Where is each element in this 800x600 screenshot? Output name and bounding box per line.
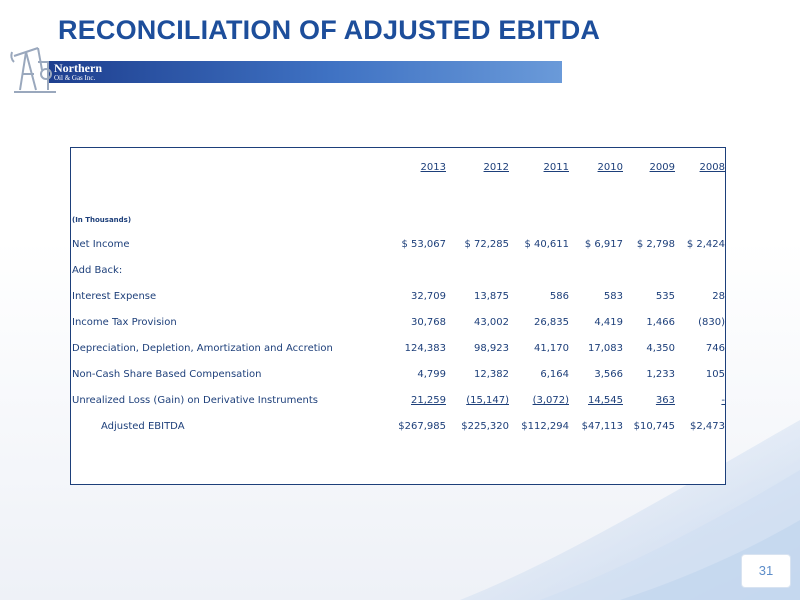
- row-value: 12,382: [474, 369, 509, 380]
- row-label: Income Tax Provision: [72, 317, 177, 328]
- row-label: Adjusted EBITDA: [101, 421, 185, 432]
- row-value: $ 72,285: [464, 239, 509, 250]
- row-value: (3,072): [532, 395, 569, 406]
- oil-pumpjack-icon: [8, 40, 60, 96]
- row-value: 98,923: [474, 343, 509, 354]
- row-value: $ 53,067: [401, 239, 446, 250]
- row-value: $2,473: [690, 421, 725, 432]
- units-label: (In Thousands): [72, 216, 132, 224]
- row-value: 363: [655, 395, 675, 406]
- row-value: 3,566: [594, 369, 623, 380]
- row-value: 6,164: [540, 369, 569, 380]
- row-value: (15,147): [466, 395, 509, 406]
- logo-line-2: Oil & Gas Inc.: [54, 74, 96, 82]
- row-value: 17,083: [588, 343, 623, 354]
- row-value: 4,350: [646, 343, 675, 354]
- year-header: 2013: [420, 162, 446, 173]
- row-value: 1,233: [646, 369, 675, 380]
- row-label: Add Back:: [72, 265, 123, 276]
- row-value: 746: [705, 343, 725, 354]
- row-value: $112,294: [521, 421, 569, 432]
- logo-line-1: Northern: [54, 61, 102, 75]
- page-title: RECONCILIATION OF ADJUSTED EBITDA: [58, 15, 601, 45]
- year-header: 2008: [699, 162, 725, 173]
- row-value: 583: [603, 291, 623, 302]
- row-value: 1,466: [646, 317, 675, 328]
- row-value: $ 6,917: [584, 239, 623, 250]
- title-bar: [48, 61, 562, 83]
- row-label: Net Income: [72, 239, 130, 250]
- year-header: 2009: [649, 162, 675, 173]
- row-value: 41,170: [534, 343, 569, 354]
- row-value: (830): [698, 317, 725, 328]
- row-value: $267,985: [398, 421, 446, 432]
- page-number: 31: [741, 554, 791, 588]
- ebitda-table: [70, 147, 726, 485]
- row-value: $10,745: [633, 421, 675, 432]
- row-label: Unrealized Loss (Gain) on Derivative Instruments: [72, 395, 319, 406]
- row-value: $ 2,798: [636, 239, 675, 250]
- row-value: $ 2,424: [686, 239, 725, 250]
- row-value: 21,259: [411, 395, 446, 406]
- row-value: 32,709: [411, 291, 446, 302]
- row-value: 28: [712, 291, 725, 302]
- row-value: 14,545: [588, 395, 623, 406]
- row-value: 30,768: [411, 317, 446, 328]
- year-header: 2010: [597, 162, 623, 173]
- row-label: Non-Cash Share Based Compensation: [72, 369, 262, 380]
- year-header: 2011: [543, 162, 569, 173]
- row-value: 4,419: [594, 317, 623, 328]
- row-value: 105: [705, 369, 725, 380]
- year-header: 2012: [483, 162, 509, 173]
- row-value: 13,875: [474, 291, 509, 302]
- row-value: 535: [655, 291, 675, 302]
- company-logo-text: [54, 62, 102, 82]
- row-value: 4,799: [417, 369, 446, 380]
- row-value: 43,002: [474, 317, 509, 328]
- row-value: 586: [549, 291, 569, 302]
- row-value: $225,320: [461, 421, 509, 432]
- row-value: $47,113: [581, 421, 623, 432]
- row-label: Interest Expense: [72, 291, 157, 302]
- row-label: Depreciation, Depletion, Amortization and Accretion: [72, 343, 333, 354]
- row-value: -: [721, 395, 725, 406]
- row-value: 124,383: [404, 343, 446, 354]
- row-value: 26,835: [534, 317, 569, 328]
- row-value: $ 40,611: [524, 239, 569, 250]
